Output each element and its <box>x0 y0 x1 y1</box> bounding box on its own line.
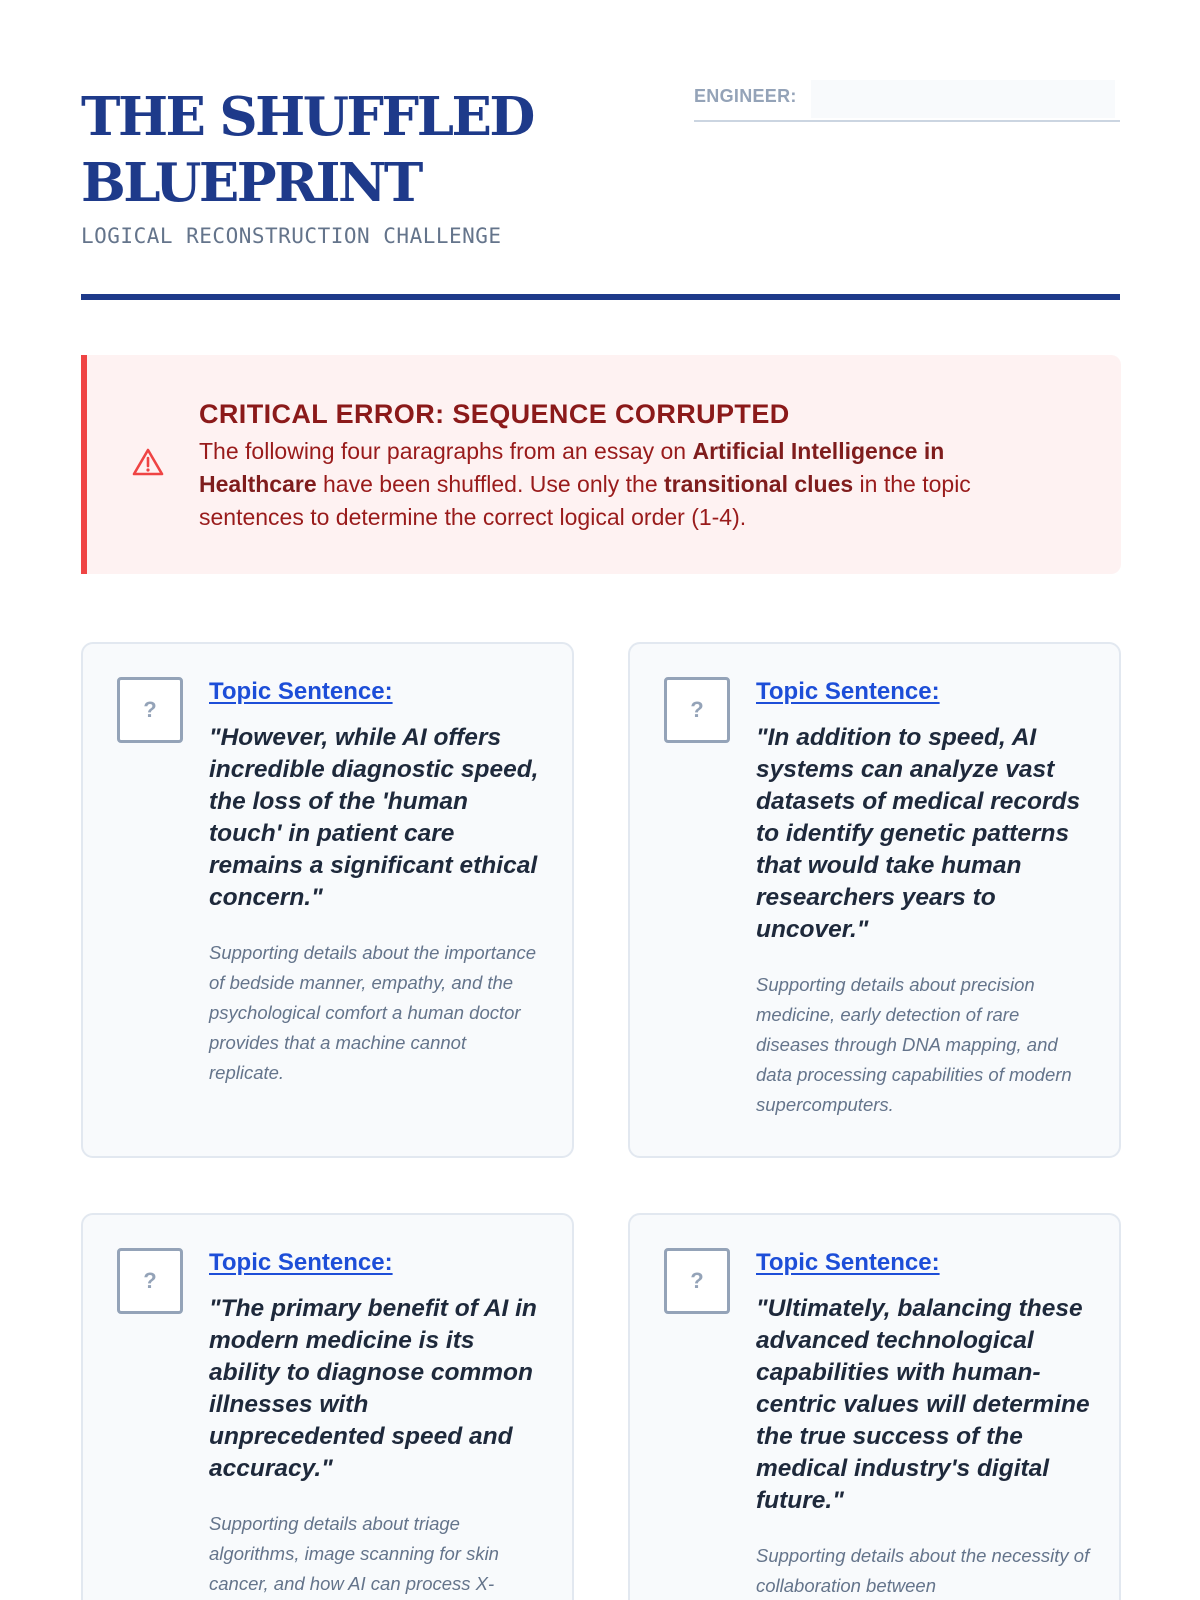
header <box>81 0 1119 302</box>
topic-sentence-link[interactable]: Topic Sentence: <box>209 678 393 705</box>
order-input[interactable]: ? <box>664 677 730 743</box>
topic-sentence: "However, while AI offers incredible diagnostic speed, the loss of the 'human touch' in patient care remains a significant ethical concern." <box>209 724 539 911</box>
paragraph-card <box>81 642 574 1158</box>
error-alert <box>81 355 1121 574</box>
alert-body-text-1: The following four paragraphs from an essay on <box>199 438 693 464</box>
card-content <box>756 678 1092 1120</box>
header-divider <box>81 294 1120 300</box>
topic-sentence: "Ultimately, balancing these advanced technological capabilities with human-centric values will determine the true success of the medical industry's digital future." <box>756 1295 1090 1514</box>
card-content <box>209 1249 545 1599</box>
supporting-details: Supporting details about precision medicine, early detection of rare diseases through DNA mapping, and data processing capabilities of modern supercomputers. <box>756 974 1072 1115</box>
supporting-details: Supporting details about triage algorithms, image scanning for skin cancer, and how AI can process X- <box>209 1513 499 1594</box>
paragraph-card <box>628 642 1121 1158</box>
engineer-input[interactable] <box>811 80 1115 118</box>
topic-sentence-link[interactable]: Topic Sentence: <box>756 1249 940 1276</box>
paragraph-card <box>81 1213 574 1600</box>
topic-sentence-link[interactable]: Topic Sentence: <box>756 678 940 705</box>
paragraph-card <box>628 1213 1121 1600</box>
alert-title: CRITICAL ERROR: SEQUENCE CORRUPTED <box>199 399 790 429</box>
order-input[interactable]: ? <box>117 1248 183 1314</box>
engineer-field-group <box>694 80 1120 122</box>
card-content <box>756 1249 1092 1600</box>
order-input[interactable]: ? <box>664 1248 730 1314</box>
alert-body <box>199 435 1059 534</box>
title-line-1: THE SHUFFLED <box>81 86 533 148</box>
alert-body-text-2: have been shuffled. Use only the <box>316 471 664 497</box>
engineer-label: ENGINEER: <box>694 86 797 106</box>
page-subtitle: LOGICAL RECONSTRUCTION CHALLENGE <box>81 224 502 248</box>
order-input[interactable]: ? <box>117 677 183 743</box>
topic-sentence: "In addition to speed, AI systems can analyze vast datasets of medical records to identify genetic patterns that would take human researchers years to uncover." <box>756 724 1081 943</box>
title-line-2: BLUEPRINT <box>81 152 421 214</box>
page-title <box>81 84 601 216</box>
topic-sentence: "The primary benefit of AI in modern medicine is its ability to diagnose common illnesses with unprecedented speed and accuracy." <box>209 1295 537 1482</box>
supporting-details: Supporting details about the necessity of collaboration between <box>756 1545 1090 1596</box>
warning-triangle-icon <box>132 447 164 477</box>
alert-body-topic: Artificial Intelligence in Healthcare <box>199 438 945 497</box>
alert-body-text-3: in the topic sentences to determine the correct logical order (1-4). <box>199 471 971 530</box>
card-content <box>209 678 545 1088</box>
topic-sentence-link[interactable]: Topic Sentence: <box>209 1249 393 1276</box>
supporting-details: Supporting details about the importance of bedside manner, empathy, and the psychological comfort a human doctor provides that a machine cannot replicate. <box>209 942 537 1083</box>
alert-body-clues: transitional clues <box>664 471 854 497</box>
